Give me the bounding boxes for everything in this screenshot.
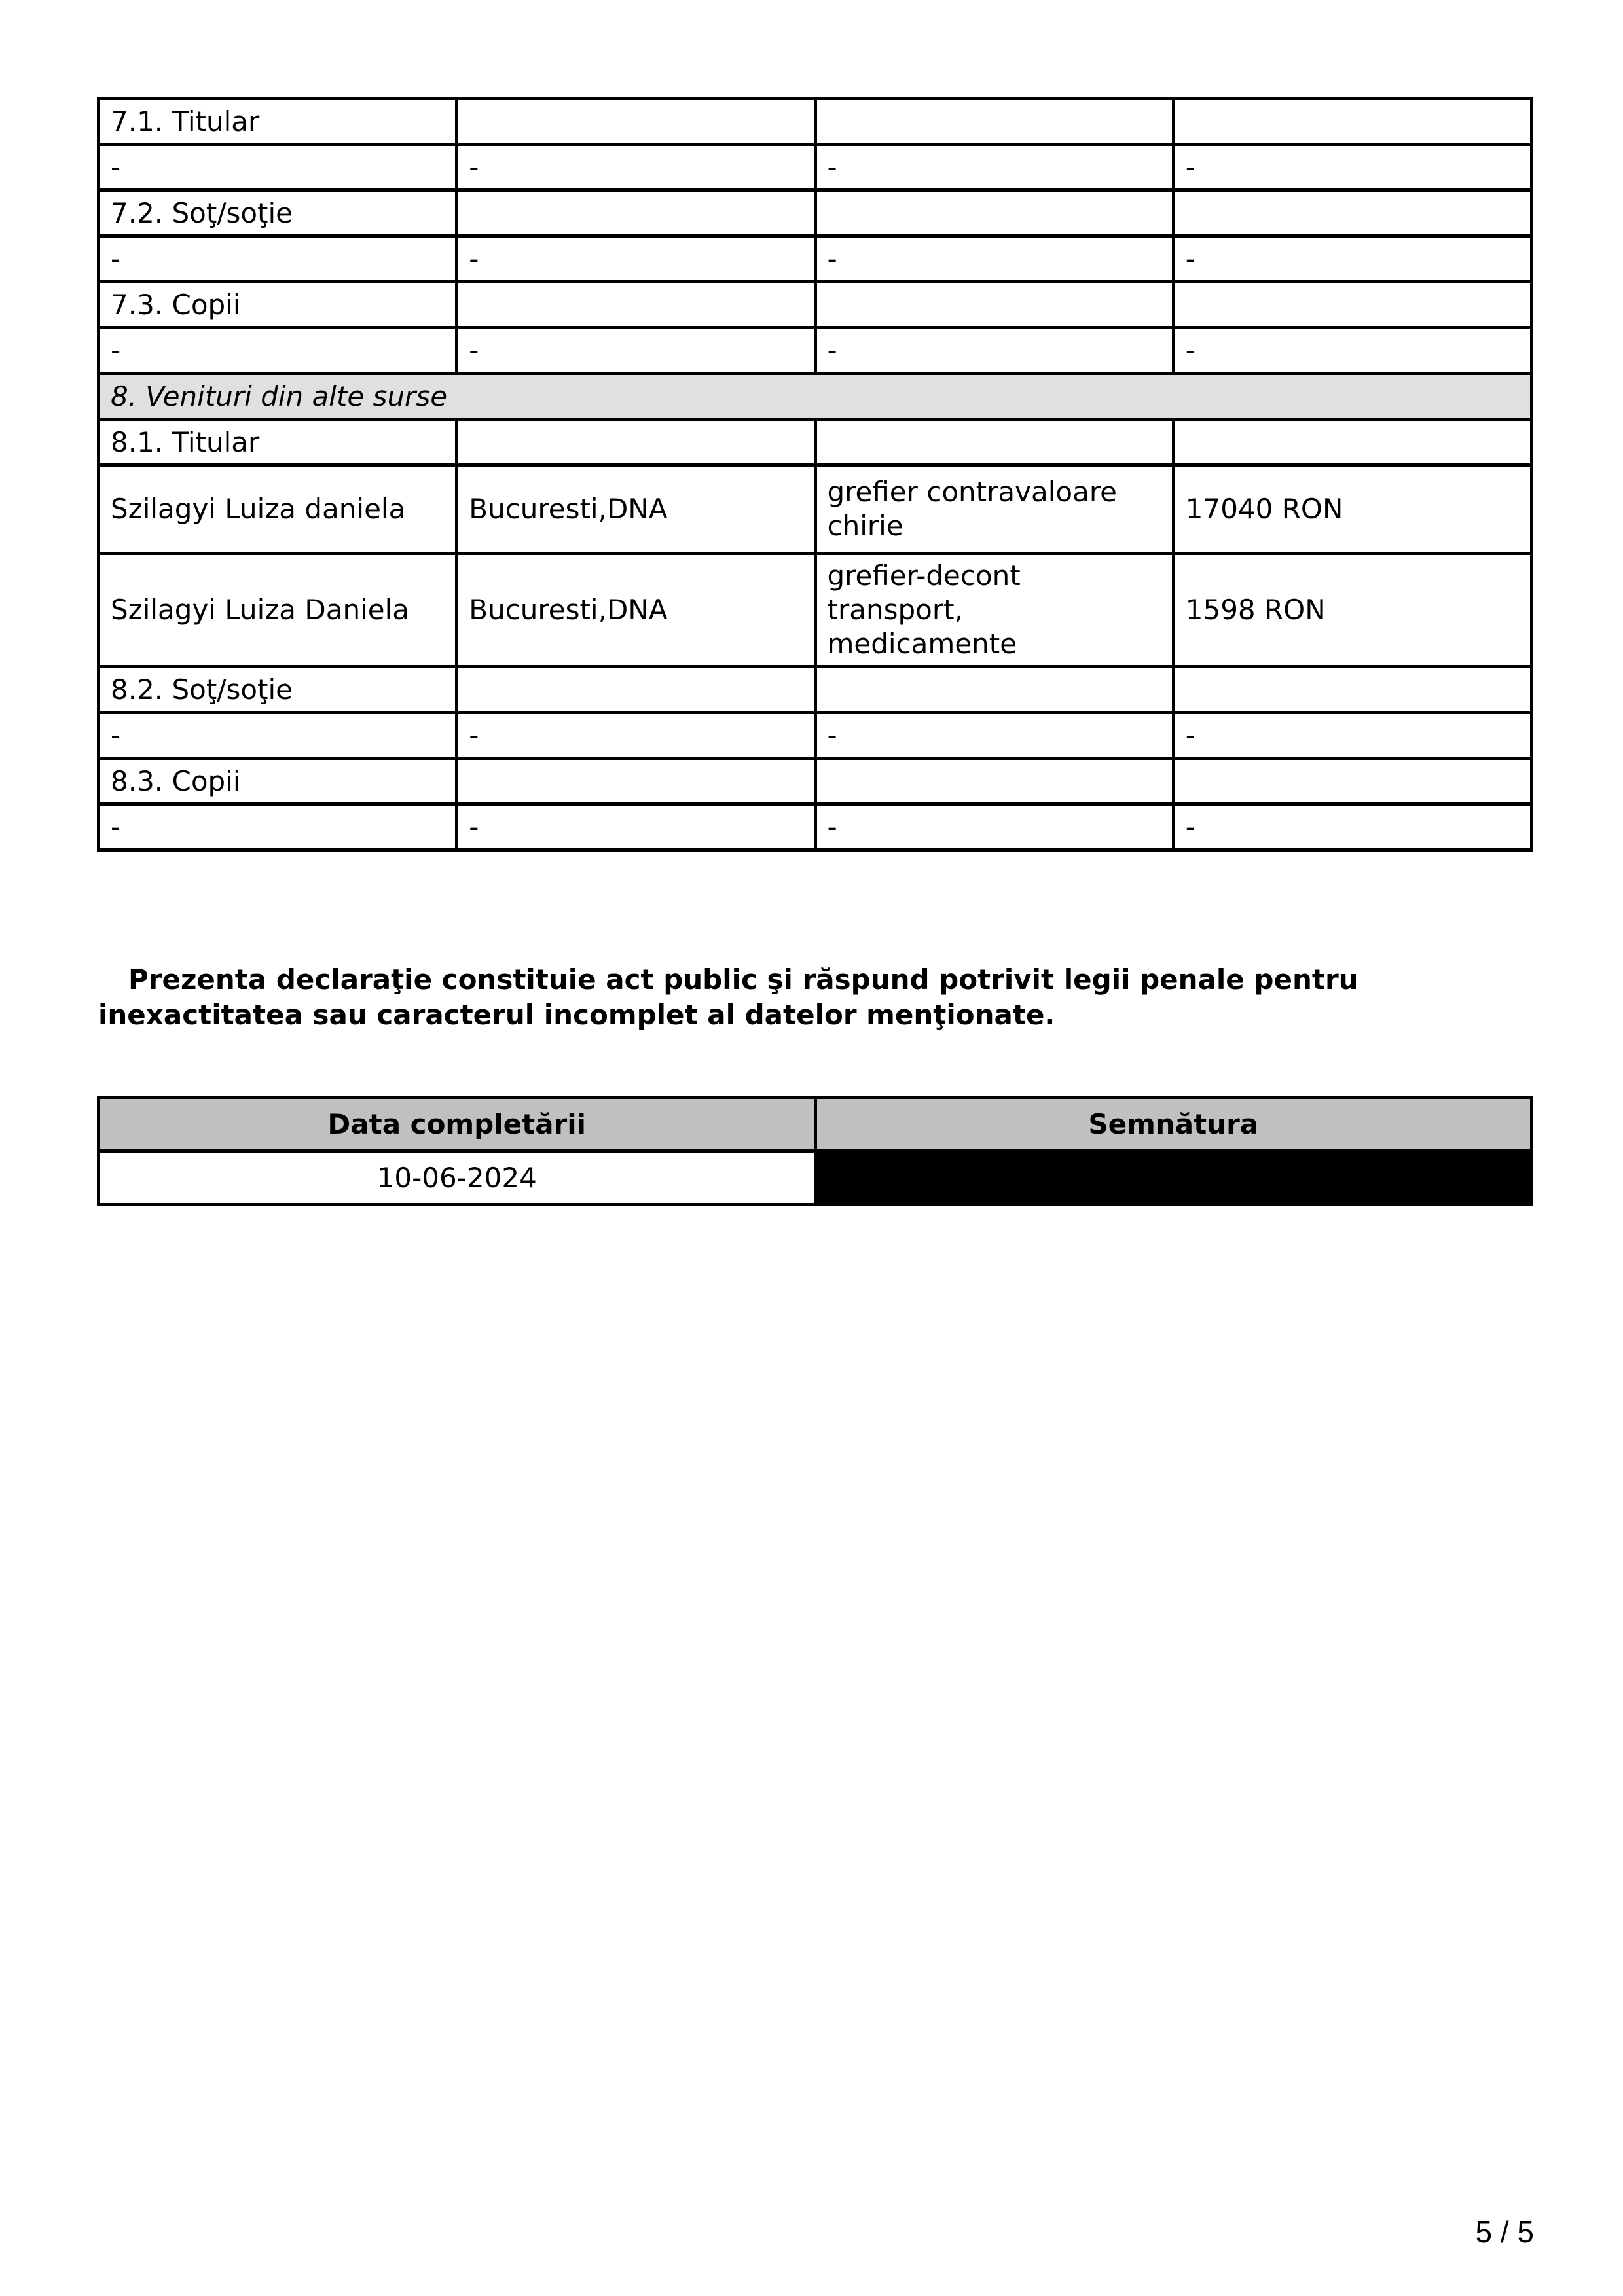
table-row [99, 465, 1532, 554]
table-cell: 1598 RON [1173, 554, 1531, 667]
table-cell: - [1173, 236, 1531, 282]
table-cell [457, 190, 815, 236]
table-cell [457, 667, 815, 713]
table-cell: grefier contravaloare chirie [815, 465, 1173, 554]
table-row [99, 804, 1532, 850]
table-cell [457, 420, 815, 465]
signature-table-header-row [99, 1098, 1532, 1151]
table-cell [1173, 420, 1531, 465]
table-cell: - [815, 713, 1173, 759]
table-row [99, 420, 1532, 465]
table-cell: 7.3. Copii [99, 282, 457, 328]
signature-header: Semnătura [815, 1098, 1532, 1151]
table-cell: - [99, 145, 457, 190]
table-row [99, 282, 1532, 328]
signature-table-value-row [99, 1151, 1532, 1205]
table-cell [457, 759, 815, 804]
table-cell [1173, 99, 1531, 145]
table-row [99, 374, 1532, 420]
table-cell [457, 282, 815, 328]
table-row [99, 554, 1532, 667]
page-number: 5 / 5 [1475, 2215, 1534, 2249]
table-cell [1173, 759, 1531, 804]
table-cell: - [457, 328, 815, 374]
table-cell: Szilagyi Luiza Daniela [99, 554, 457, 667]
signature-table [97, 1096, 1533, 1206]
table-cell [815, 99, 1173, 145]
table-cell: - [815, 328, 1173, 374]
declaration-text: Prezenta declaraţie constituie act public şi răspund potrivit legii penale pentru inexactitatea sau caracterul incomplet al datelor menţionate. [98, 963, 1359, 1031]
table-cell: - [457, 713, 815, 759]
table-cell [815, 667, 1173, 713]
table-cell: - [99, 713, 457, 759]
table-cell: 7.2. Soţ/soţie [99, 190, 457, 236]
table-cell: grefier-decont transport, medicamente [815, 554, 1173, 667]
table-cell [815, 190, 1173, 236]
table-row [99, 667, 1532, 713]
table-row [99, 236, 1532, 282]
table-cell [815, 759, 1173, 804]
table-cell: - [1173, 145, 1531, 190]
table-row [99, 145, 1532, 190]
table-row [99, 759, 1532, 804]
table-cell [815, 420, 1173, 465]
table-row [99, 713, 1532, 759]
table-cell: - [457, 804, 815, 850]
completion-date: 10-06-2024 [99, 1151, 816, 1205]
table-row [99, 328, 1532, 374]
table-cell [1173, 282, 1531, 328]
table-cell: - [99, 804, 457, 850]
table-cell: 8.3. Copii [99, 759, 457, 804]
table-cell: - [99, 236, 457, 282]
signature-redacted [815, 1151, 1532, 1205]
table-cell [1173, 190, 1531, 236]
income-table-body [99, 99, 1532, 850]
table-cell [815, 282, 1173, 328]
table-cell: 7.1. Titular [99, 99, 457, 145]
table-cell: - [815, 145, 1173, 190]
table-cell: - [1173, 804, 1531, 850]
table-cell [457, 99, 815, 145]
table-row [99, 99, 1532, 145]
table-cell [1173, 667, 1531, 713]
table-cell: - [99, 328, 457, 374]
table-cell: - [1173, 713, 1531, 759]
table-cell: Bucuresti,DNA [457, 465, 815, 554]
table-cell: Bucuresti,DNA [457, 554, 815, 667]
table-cell: - [457, 145, 815, 190]
section-header: 8. Venituri din alte surse [99, 374, 1532, 420]
table-cell: - [1173, 328, 1531, 374]
table-cell: Szilagyi Luiza daniela [99, 465, 457, 554]
table-cell: 17040 RON [1173, 465, 1531, 554]
table-cell: - [457, 236, 815, 282]
table-cell: - [815, 804, 1173, 850]
income-table [97, 97, 1533, 852]
date-header: Data completării [99, 1098, 816, 1151]
table-row [99, 190, 1532, 236]
table-cell: 8.1. Titular [99, 420, 457, 465]
table-cell: 8.2. Soţ/soţie [99, 667, 457, 713]
table-cell: - [815, 236, 1173, 282]
